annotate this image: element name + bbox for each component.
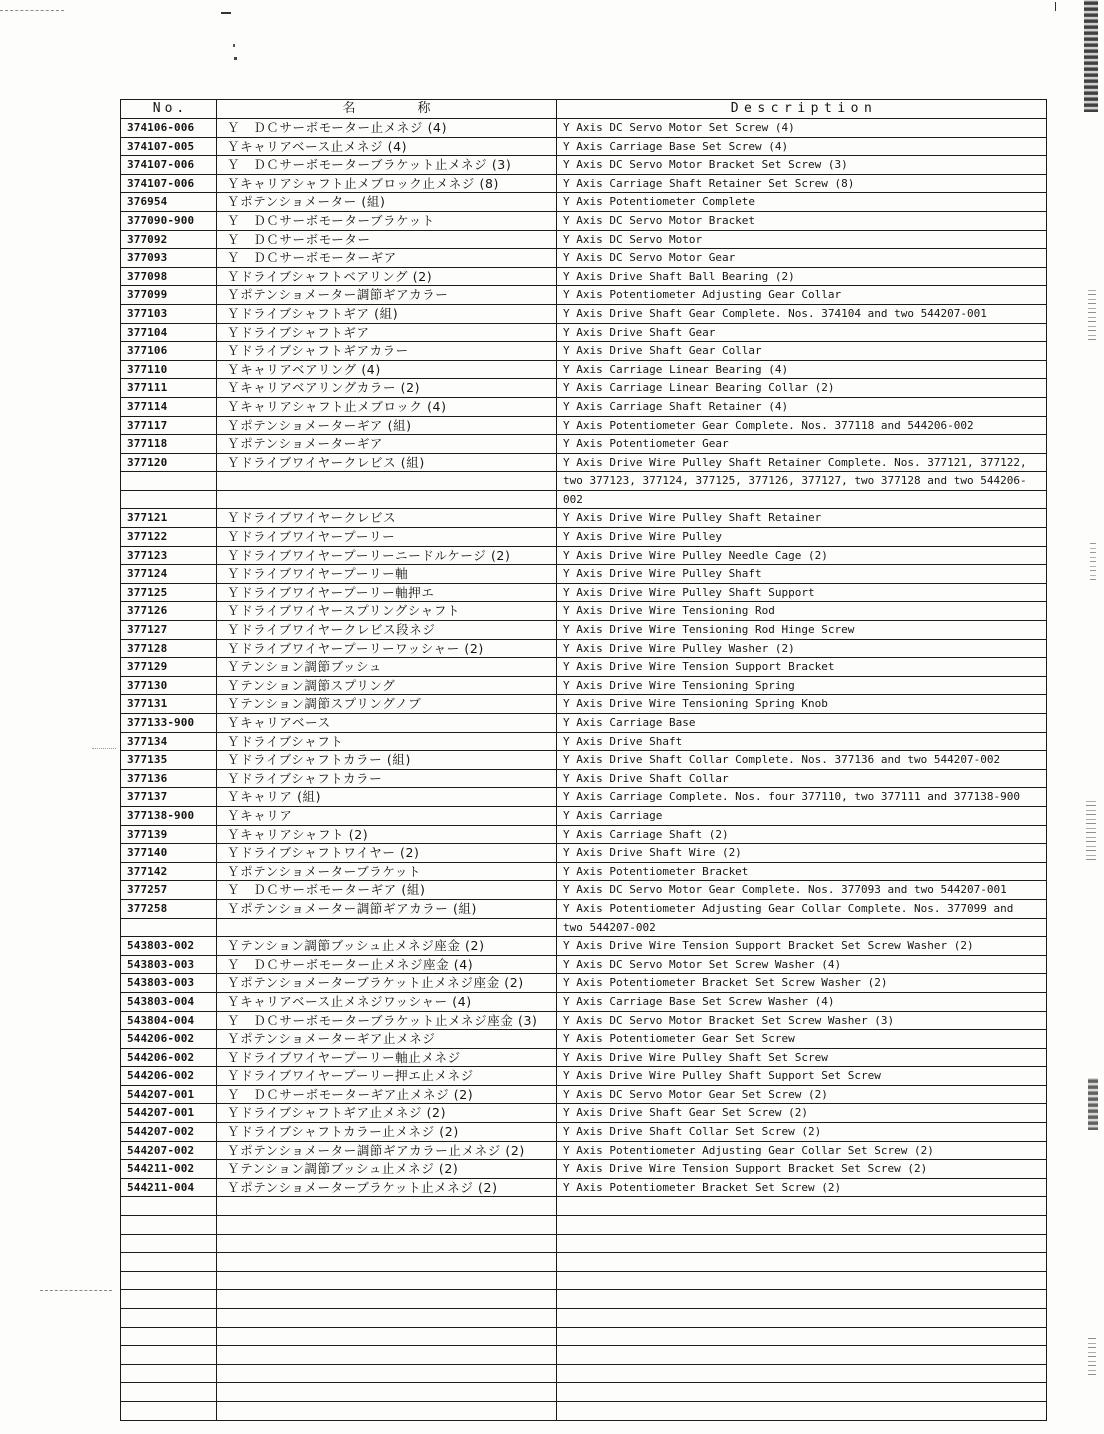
japanese-name-cell: Ｙテンション調節ブッシュ [217, 658, 557, 676]
japanese-name-cell: Ｙキャリアベアリングカラー (2) [217, 379, 557, 397]
table-row [121, 286, 1046, 305]
japanese-name-cell: Ｙドライブワイヤープーリーニードルケージ (2) [217, 547, 557, 565]
table-row [121, 844, 1046, 863]
part-number-cell: 377139 [121, 826, 217, 844]
japanese-name-cell: Ｙテンション調節ブッシュ止メネジ座金 (2) [217, 937, 557, 955]
description-cell: Y Axis Potentiometer Bracket Set Screw (2) [563, 1180, 842, 1194]
description-cell: Y Axis DC Servo Motor [563, 232, 703, 246]
japanese-name-cell: Ｙドライブワイヤースプリングシャフト [217, 602, 557, 620]
description-cell: Y Axis Potentiometer Bracket Set Screw Washer (2) [563, 976, 888, 990]
description-cell: Y Axis Drive Wire Tension Support Bracket [563, 660, 835, 674]
blank-cell [121, 1253, 217, 1271]
description-cell: Y Axis Potentiometer Complete [563, 195, 756, 209]
description-cell: Y Axis Carriage Shaft (2) [563, 827, 729, 841]
description-cell: Y Axis Carriage Base Set Screw (4) [563, 139, 789, 153]
description-cell: Y Axis Drive Shaft Wire (2) [563, 846, 742, 860]
table-row [121, 1104, 1046, 1123]
blank-row [121, 1402, 1046, 1421]
japanese-name-cell: Ｙキャリア (組) [217, 788, 557, 806]
table-row [121, 379, 1046, 398]
table-row [121, 565, 1046, 584]
scan-dash-top-left [0, 10, 64, 11]
japanese-name-cell: Ｙキャリアベース止メネジワッシャー (4) [217, 993, 557, 1011]
table-row [121, 770, 1046, 789]
japanese-name-cell: Ｙ ＤＣサーボモーターギア [217, 249, 557, 267]
description-cell: Y Axis Potentiometer Bracket [563, 864, 749, 878]
scan-dots-left [92, 748, 116, 749]
table-row [121, 1067, 1046, 1086]
part-number-cell: 544206-002 [121, 1030, 217, 1048]
japanese-name-cell: Ｙドライブワイヤープーリー軸押エ [217, 584, 557, 602]
part-number-cell: 377104 [121, 324, 217, 342]
table-row [121, 193, 1046, 212]
part-number-cell: 374106-006 [121, 119, 217, 137]
table-row [121, 881, 1046, 900]
scan-edge-noise [1084, 0, 1098, 112]
blank-cell [557, 1235, 1046, 1253]
blank-cell [557, 1328, 1046, 1346]
description-cell: Y Axis DC Servo Motor Gear Set Screw (2) [563, 1087, 828, 1101]
description-cell: Y Axis Drive Shaft Gear Set Screw (2) [563, 1106, 809, 1120]
description-cell: Y Axis Drive Shaft Gear Complete. Nos. 374104 and two 544207-001 [563, 306, 987, 320]
japanese-name-cell: Ｙキャリアシャフト止メブロック (4) [217, 398, 557, 416]
description-cell: Y Axis DC Servo Motor Gear Complete. Nos. 377093 and two 544207-001 [563, 883, 1007, 897]
description-cell: Y Axis Carriage Base Set Screw Washer (4) [563, 994, 835, 1008]
table-row [121, 435, 1046, 454]
table-row [121, 640, 1046, 659]
description-cell: Y Axis Drive Wire Tensioning Spring Knob [563, 697, 828, 711]
table-row [121, 993, 1046, 1012]
description-cell: Y Axis Carriage Complete. Nos. four 377110, two 377111 and 377138-900 [563, 790, 1020, 804]
table-row-continuation [121, 472, 1046, 491]
table-row [121, 249, 1046, 268]
scan-tick-top-right [1055, 2, 1056, 11]
japanese-name-cell: Ｙドライブシャフトカラー止メネジ (2) [217, 1123, 557, 1141]
description-cell: Y Axis Drive Shaft Gear [563, 325, 716, 339]
blank-cell [121, 1309, 217, 1327]
table-header-row [121, 100, 1046, 119]
scan-edge-noise [1090, 540, 1096, 580]
blank-cell [557, 1197, 1046, 1215]
scan-dot [233, 44, 235, 47]
description-cell: Y Axis Potentiometer Gear [563, 437, 729, 451]
japanese-name-cell: Ｙドライブシャフトギア (組) [217, 305, 557, 323]
japanese-name-cell: Ｙドライブシャフトカラー [217, 770, 557, 788]
table-row [121, 714, 1046, 733]
description-cell: Y Axis Drive Wire Tensioning Rod [563, 604, 775, 618]
blank-cell [557, 1253, 1046, 1271]
part-number-cell: 374107-005 [121, 138, 217, 156]
table-row [121, 1179, 1046, 1198]
japanese-name-cell: Ｙ ＤＣサーボモーターブラケット [217, 212, 557, 230]
part-number-cell: 377135 [121, 751, 217, 769]
table-row-continuation [121, 491, 1046, 510]
blank-row [121, 1309, 1046, 1328]
scan-edge-noise [1088, 1335, 1096, 1375]
part-number-cell: 377258 [121, 900, 217, 918]
parts-table [120, 99, 1047, 1421]
blank-cell [217, 1365, 557, 1383]
blank-cell [557, 1365, 1046, 1383]
blank-cell [217, 1235, 557, 1253]
japanese-name-cell: Ｙポテンショメーター (組) [217, 193, 557, 211]
part-number-cell: 377090-900 [121, 212, 217, 230]
japanese-name-cell: Ｙドライブワイヤークレビス [217, 509, 557, 527]
part-number-cell: 377114 [121, 398, 217, 416]
table-row [121, 547, 1046, 566]
part-number-cell: 377130 [121, 677, 217, 695]
part-number-cell: 544211-004 [121, 1179, 217, 1197]
table-row [121, 1012, 1046, 1031]
table-row [121, 361, 1046, 380]
japanese-name-cell: Ｙ ＤＣサーボモーターブラケット止メネジ座金 (3) [217, 1012, 557, 1030]
table-row [121, 584, 1046, 603]
header-no: No. [121, 100, 217, 118]
part-number-cell: 377140 [121, 844, 217, 862]
japanese-name-cell: Ｙドライブワイヤープーリー [217, 528, 557, 546]
table-row [121, 974, 1046, 993]
header-name: 名称 [217, 100, 557, 118]
description-cell: Y Axis Carriage Shaft Retainer (4) [563, 399, 789, 413]
description-cell: Y Axis DC Servo Motor Gear [563, 251, 736, 265]
description-cell: Y Axis Drive Wire Pulley [563, 530, 722, 544]
part-number-cell: 544206-002 [121, 1049, 217, 1067]
description-cell: Y Axis Potentiometer Gear Set Screw [563, 1032, 795, 1046]
japanese-name-cell: Ｙドライブワイヤープーリー押エ止メネジ [217, 1067, 557, 1085]
description-cell: Y Axis Drive Wire Pulley Shaft [563, 567, 762, 581]
description-cell: Y Axis Potentiometer Adjusting Gear Collar Complete. Nos. 377099 and [563, 901, 1014, 915]
table-row [121, 956, 1046, 975]
japanese-name-cell: Ｙポテンショメーター調節ギアカラー止メネジ (2) [217, 1142, 557, 1160]
japanese-name-cell: Ｙポテンショメーターブラケット [217, 863, 557, 881]
blank-row [121, 1290, 1046, 1309]
table-row [121, 212, 1046, 231]
description-cell: Y Axis Potentiometer Adjusting Gear Collar [563, 288, 842, 302]
table-row [121, 937, 1046, 956]
description-cell: Y Axis DC Servo Motor Set Screw Washer (4) [563, 957, 842, 971]
part-number-cell: 374107-006 [121, 175, 217, 193]
table-row [121, 677, 1046, 696]
description-continuation-cell: two 544207-002 [563, 920, 656, 934]
part-number-cell: 544211-002 [121, 1160, 217, 1178]
scan-mark-top [221, 12, 231, 14]
blank-cell [217, 1402, 557, 1420]
description-cell: Y Axis Drive Shaft Collar Complete. Nos. 377136 and two 544207-002 [563, 753, 1001, 767]
part-number-cell: 377099 [121, 286, 217, 304]
japanese-name-cell: Ｙドライブシャフトギアカラー [217, 342, 557, 360]
blank-cell [217, 1197, 557, 1215]
japanese-name-cell: Ｙ ＤＣサーボモーター止メネジ座金 (4) [217, 956, 557, 974]
part-number-cell: 377126 [121, 602, 217, 620]
description-cell: Y Axis Drive Wire Tension Support Bracket Set Screw Washer (2) [563, 939, 974, 953]
table-row [121, 695, 1046, 714]
table-row [121, 324, 1046, 343]
blank-cell [217, 1328, 557, 1346]
blank-cell [121, 1402, 217, 1420]
japanese-name-cell-empty [217, 491, 557, 509]
table-row [121, 826, 1046, 845]
japanese-name-cell-empty [217, 919, 557, 937]
blank-cell [121, 1272, 217, 1290]
description-cell: Y Axis Drive Wire Pulley Shaft Support [563, 585, 815, 599]
description-cell: Y Axis Drive Shaft Collar [563, 771, 729, 785]
table-row [121, 138, 1046, 157]
blank-cell [121, 1365, 217, 1383]
blank-cell [557, 1383, 1046, 1401]
japanese-name-cell: Ｙポテンショメーター調節ギアカラー (組) [217, 900, 557, 918]
table-row [121, 119, 1046, 138]
header-description: Description [730, 101, 878, 116]
description-cell: Y Axis Carriage Linear Bearing (4) [563, 362, 789, 376]
japanese-name-cell: Ｙドライブシャフトカラー (組) [217, 751, 557, 769]
table-row [121, 807, 1046, 826]
table-row [121, 621, 1046, 640]
part-number-cell: 377122 [121, 528, 217, 546]
japanese-name-cell-empty [217, 472, 557, 490]
japanese-name-cell: Ｙキャリアシャフト (2) [217, 826, 557, 844]
table-row [121, 342, 1046, 361]
description-cell: Y Axis DC Servo Motor Set Screw (4) [563, 121, 795, 134]
japanese-name-cell: Ｙ ＤＣサーボモーター [217, 231, 557, 249]
table-row [121, 454, 1046, 473]
part-number-cell: 377127 [121, 621, 217, 639]
blank-row [121, 1253, 1046, 1272]
blank-row [121, 1235, 1046, 1254]
blank-cell [217, 1290, 557, 1308]
scan-edge-noise [1088, 1078, 1098, 1130]
scan-edge-noise [1088, 290, 1096, 340]
table-row [121, 658, 1046, 677]
description-cell: Y Axis Drive Wire Pulley Needle Cage (2) [563, 548, 828, 562]
table-row [121, 1142, 1046, 1161]
japanese-name-cell: Ｙドライブワイヤープーリー軸 [217, 565, 557, 583]
table-row [121, 900, 1046, 919]
japanese-name-cell: Ｙ ＤＣサーボモーター止メネジ (4) [217, 119, 557, 137]
description-cell: Y Axis Drive Wire Pulley Shaft Retainer [563, 511, 822, 525]
part-number-cell: 377137 [121, 788, 217, 806]
japanese-name-cell: Ｙドライブワイヤープーリー軸止メネジ [217, 1049, 557, 1067]
description-cell: Y Axis Potentiometer Adjusting Gear Collar Set Screw (2) [563, 1143, 934, 1157]
part-number-cell: 377118 [121, 435, 217, 453]
part-number-cell: 543803-004 [121, 993, 217, 1011]
japanese-name-cell: Ｙドライブワイヤークレビス段ネジ [217, 621, 557, 639]
japanese-name-cell: Ｙキャリアベース止メネジ (4) [217, 138, 557, 156]
description-cell: Y Axis Drive Shaft [563, 734, 683, 748]
blank-cell [217, 1346, 557, 1364]
blank-row [121, 1346, 1046, 1365]
japanese-name-cell: Ｙキャリア [217, 807, 557, 825]
blank-cell [121, 1383, 217, 1401]
japanese-name-cell: Ｙ ＤＣサーボモーターギア (組) [217, 881, 557, 899]
scan-dash-left [40, 1290, 112, 1291]
blank-row [121, 1216, 1046, 1235]
scan-edge-noise [1086, 800, 1096, 860]
description-cell: Y Axis DC Servo Motor Bracket [563, 213, 756, 227]
description-continuation-cell: two 377123, 377124, 377125, 377126, 377127, two 377128 and two 544206- [563, 474, 1027, 488]
description-cell: Y Axis Drive Shaft Ball Bearing (2) [563, 269, 795, 283]
blank-cell [217, 1216, 557, 1234]
blank-cell [121, 1328, 217, 1346]
part-number-cell: 544207-002 [121, 1142, 217, 1160]
part-number-cell: 543803-003 [121, 974, 217, 992]
part-number-cell: 377134 [121, 733, 217, 751]
description-cell: Y Axis Potentiometer Gear Complete. Nos. 377118 and 544206-002 [563, 418, 974, 432]
part-number-cell: 544206-002 [121, 1067, 217, 1085]
blank-cell [557, 1402, 1046, 1420]
table-row [121, 1086, 1046, 1105]
part-number-cell: 377120 [121, 454, 217, 472]
japanese-name-cell: Ｙテンション調節スプリングノブ [217, 695, 557, 713]
japanese-name-cell: Ｙキャリアベース [217, 714, 557, 732]
table-row-continuation [121, 919, 1046, 938]
description-cell: Y Axis Drive Wire Tension Support Bracket Set Screw (2) [563, 1162, 928, 1176]
part-number-cell: 377124 [121, 565, 217, 583]
blank-cell [121, 1197, 217, 1215]
description-cell: Y Axis Drive Wire Pulley Shaft Retainer Complete. Nos. 377121, 377122, [563, 455, 1027, 469]
part-number-cell: 543803-002 [121, 937, 217, 955]
part-number-cell-empty [121, 472, 217, 490]
part-number-cell: 377131 [121, 695, 217, 713]
japanese-name-cell: Ｙドライブシャフトギア止メネジ (2) [217, 1104, 557, 1122]
part-number-cell: 377098 [121, 268, 217, 286]
japanese-name-cell: Ｙキャリアシャフト止メブロック止メネジ (8) [217, 175, 557, 193]
part-number-cell: 377138-900 [121, 807, 217, 825]
part-number-cell: 377257 [121, 881, 217, 899]
part-number-cell: 377133-900 [121, 714, 217, 732]
blank-cell [121, 1346, 217, 1364]
table-row [121, 417, 1046, 436]
japanese-name-cell: Ｙ ＤＣサーボモーターギア止メネジ (2) [217, 1086, 557, 1104]
description-cell: Y Axis Carriage Base [563, 716, 696, 729]
table-row [121, 602, 1046, 621]
japanese-name-cell: Ｙポテンショメーターギア [217, 435, 557, 453]
japanese-name-cell: Ｙドライブワイヤープーリーワッシャー (2) [217, 640, 557, 658]
blank-cell [557, 1290, 1046, 1308]
table-row [121, 231, 1046, 250]
part-number-cell: 377111 [121, 379, 217, 397]
japanese-name-cell: Ｙポテンショメーター調節ギアカラー [217, 286, 557, 304]
part-number-cell-empty [121, 491, 217, 509]
japanese-name-cell: Ｙドライブシャフトワイヤー (2) [217, 844, 557, 862]
blank-cell [557, 1272, 1046, 1290]
japanese-name-cell: Ｙテンション調節ブッシュ止メネジ (2) [217, 1160, 557, 1178]
part-number-cell-empty [121, 919, 217, 937]
part-number-cell: 377125 [121, 584, 217, 602]
part-number-cell: 544207-002 [121, 1123, 217, 1141]
table-row [121, 305, 1046, 324]
blank-cell [217, 1272, 557, 1290]
blank-row [121, 1328, 1046, 1347]
table-row [121, 528, 1046, 547]
table-row [121, 1049, 1046, 1068]
description-cell: Y Axis Drive Wire Pulley Shaft Set Screw [563, 1050, 828, 1064]
table-row [121, 175, 1046, 194]
description-cell: Y Axis Carriage [563, 808, 663, 822]
table-body [121, 119, 1046, 1421]
part-number-cell: 377123 [121, 547, 217, 565]
part-number-cell: 376954 [121, 193, 217, 211]
description-cell: Y Axis Drive Wire Tensioning Rod Hinge Screw [563, 623, 855, 637]
part-number-cell: 544207-001 [121, 1086, 217, 1104]
part-number-cell: 377106 [121, 342, 217, 360]
japanese-name-cell: Ｙ ＤＣサーボモーターブラケット止メネジ (3) [217, 156, 557, 174]
part-number-cell: 544207-001 [121, 1104, 217, 1122]
japanese-name-cell: Ｙポテンショメーターブラケット止メネジ (2) [217, 1179, 557, 1197]
description-continuation-cell: 002 [563, 492, 583, 506]
blank-cell [121, 1216, 217, 1234]
blank-cell [121, 1235, 217, 1253]
description-cell: Y Axis Drive Wire Tensioning Spring [563, 678, 795, 692]
description-cell: Y Axis Drive Wire Pulley Washer (2) [563, 641, 795, 655]
japanese-name-cell: Ｙドライブシャフト [217, 733, 557, 751]
part-number-cell: 543804-004 [121, 1012, 217, 1030]
japanese-name-cell: Ｙポテンショメーターギア (組) [217, 417, 557, 435]
blank-cell [217, 1309, 557, 1327]
blank-cell [557, 1346, 1046, 1364]
japanese-name-cell: Ｙドライブワイヤークレビス (組) [217, 454, 557, 472]
part-number-cell: 377128 [121, 640, 217, 658]
part-number-cell: 543803-003 [121, 956, 217, 974]
table-row [121, 398, 1046, 417]
blank-cell [217, 1253, 557, 1271]
blank-row [121, 1365, 1046, 1384]
part-number-cell: 377092 [121, 231, 217, 249]
part-number-cell: 377093 [121, 249, 217, 267]
blank-cell [557, 1309, 1046, 1327]
part-number-cell: 377110 [121, 361, 217, 379]
description-cell: Y Axis Carriage Shaft Retainer Set Screw (8) [563, 176, 855, 190]
scan-dot [234, 57, 237, 60]
table-row [121, 733, 1046, 752]
part-number-cell: 374107-006 [121, 156, 217, 174]
part-number-cell: 377103 [121, 305, 217, 323]
part-number-cell: 377121 [121, 509, 217, 527]
description-cell: Y Axis DC Servo Motor Bracket Set Screw Washer (3) [563, 1013, 895, 1027]
japanese-name-cell: Ｙドライブシャフトギア [217, 324, 557, 342]
japanese-name-cell: Ｙテンション調節スプリング [217, 677, 557, 695]
part-number-cell: 377136 [121, 770, 217, 788]
table-row [121, 509, 1046, 528]
japanese-name-cell: Ｙドライブシャフトベアリング (2) [217, 268, 557, 286]
description-cell: Y Axis Drive Shaft Gear Collar [563, 344, 762, 358]
part-number-cell: 377129 [121, 658, 217, 676]
blank-cell [121, 1290, 217, 1308]
blank-cell [557, 1216, 1046, 1234]
description-cell: Y Axis DC Servo Motor Bracket Set Screw (3) [563, 158, 848, 172]
table-row [121, 1160, 1046, 1179]
part-number-cell: 377117 [121, 417, 217, 435]
description-cell: Y Axis Carriage Linear Bearing Collar (2) [563, 381, 835, 395]
japanese-name-cell: Ｙポテンショメーターギア止メネジ [217, 1030, 557, 1048]
description-cell: Y Axis Drive Wire Pulley Shaft Support Set Screw [563, 1069, 881, 1083]
table-row [121, 788, 1046, 807]
japanese-name-cell: Ｙキャリアベアリング (4) [217, 361, 557, 379]
blank-cell [217, 1383, 557, 1401]
table-row [121, 751, 1046, 770]
blank-row [121, 1197, 1046, 1216]
table-row [121, 156, 1046, 175]
blank-row [121, 1272, 1046, 1291]
description-cell: Y Axis Drive Shaft Collar Set Screw (2) [563, 1125, 822, 1139]
japanese-name-cell: Ｙポテンショメーターブラケット止メネジ座金 (2) [217, 974, 557, 992]
table-row [121, 1030, 1046, 1049]
table-row [121, 1123, 1046, 1142]
part-number-cell: 377142 [121, 863, 217, 881]
blank-row [121, 1383, 1046, 1402]
table-row [121, 268, 1046, 287]
table-row [121, 863, 1046, 882]
